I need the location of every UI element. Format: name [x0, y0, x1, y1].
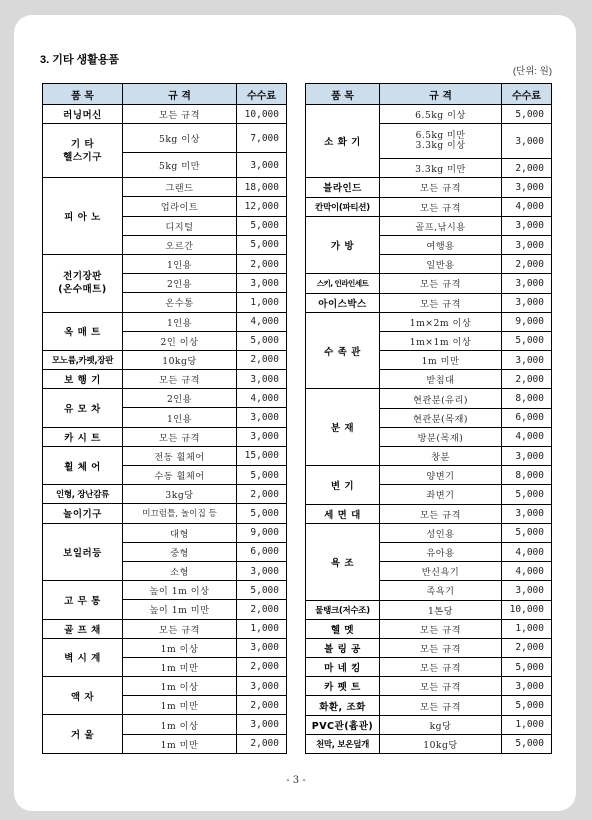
item-spec: 10kg당 — [123, 350, 237, 369]
item-spec: 모든 규격 — [380, 274, 502, 293]
item-fee: 2,000 — [237, 696, 287, 715]
table-header-row — [306, 84, 552, 105]
item-name: 세 면 대 — [306, 504, 380, 523]
table-row — [306, 216, 552, 235]
item-spec: 양변기 — [380, 466, 502, 485]
fee-table-right — [305, 83, 552, 754]
item-spec: 미끄럼틀, 놀이집 등 — [123, 504, 237, 523]
fee-table-left — [42, 83, 287, 754]
item-name: 소 화 기 — [306, 105, 380, 178]
item-fee: 3,000 — [502, 504, 552, 523]
item-name: 카 시 트 — [43, 427, 123, 446]
item-spec: kg당 — [380, 715, 502, 734]
table-row — [43, 124, 287, 153]
item-spec: 2인 이상 — [123, 331, 237, 350]
table-row — [306, 734, 552, 753]
item-fee: 10,000 — [502, 600, 552, 619]
item-spec: 10kg당 — [380, 734, 502, 753]
item-spec: 방분(목재) — [380, 427, 502, 446]
item-fee: 2,000 — [237, 485, 287, 504]
item-fee: 3,000 — [502, 124, 552, 159]
item-name: 옥 매 트 — [43, 312, 123, 350]
item-fee: 1,000 — [237, 293, 287, 312]
item-fee: 2,000 — [237, 657, 287, 676]
item-name: 칸막이(파티션) — [306, 197, 380, 216]
table-row — [306, 658, 552, 677]
item-fee: 1,000 — [502, 715, 552, 734]
item-spec: 6.5kg 이상 — [380, 105, 502, 124]
item-fee: 3,000 — [237, 638, 287, 657]
item-spec: 창분 — [380, 447, 502, 466]
item-spec: 모든 규격 — [380, 677, 502, 696]
item-fee: 2,000 — [237, 600, 287, 619]
item-fee: 3,000 — [502, 677, 552, 696]
header-fee: 수수료 — [237, 84, 287, 105]
item-name: 천막, 보온덮개 — [306, 734, 380, 753]
item-spec: 온수통 — [123, 293, 237, 312]
item-spec: 오르간 — [123, 235, 237, 254]
item-name: 물탱크(저수조) — [306, 600, 380, 619]
item-spec: 모든 규격 — [380, 696, 502, 715]
item-spec: 전동 휠체어 — [123, 446, 237, 465]
table-row — [306, 197, 552, 216]
item-fee: 2,000 — [237, 254, 287, 273]
item-name: 가 방 — [306, 216, 380, 274]
item-fee: 5,000 — [502, 734, 552, 753]
item-spec: 모든 규격 — [123, 619, 237, 638]
item-spec: 높이 1m 미만 — [123, 600, 237, 619]
item-spec: 소형 — [123, 561, 237, 580]
table-row — [306, 600, 552, 619]
table-row — [306, 619, 552, 638]
item-fee: 2,000 — [502, 370, 552, 389]
table-row — [43, 523, 287, 542]
item-fee: 3,000 — [502, 447, 552, 466]
header-spec: 규 격 — [123, 84, 237, 105]
item-fee: 4,000 — [502, 427, 552, 446]
item-name: 헬 멧 — [306, 619, 380, 638]
item-name: 보 행 기 — [43, 370, 123, 389]
table-row — [306, 677, 552, 696]
item-fee: 2,000 — [502, 255, 552, 274]
table-row — [306, 274, 552, 293]
item-spec: 족욕기 — [380, 581, 502, 600]
item-spec: 모든 규격 — [123, 370, 237, 389]
item-fee: 2,000 — [502, 159, 552, 178]
item-spec: 1m 미만 — [123, 657, 237, 676]
item-spec: 성인용 — [380, 523, 502, 542]
item-spec: 모든 규격 — [380, 658, 502, 677]
item-spec: 1m 미만 — [123, 696, 237, 715]
item-spec: 3.3kg 미만 — [380, 159, 502, 178]
table-row — [306, 312, 552, 331]
item-fee: 5,000 — [237, 466, 287, 485]
page-number: - 3 - — [286, 775, 306, 786]
table-row — [43, 427, 287, 446]
item-fee: 8,000 — [502, 389, 552, 408]
item-fee: 5,000 — [502, 485, 552, 504]
item-spec: 1m×2m 이상 — [380, 312, 502, 331]
table-row — [43, 677, 287, 696]
item-spec: 모든 규격 — [123, 427, 237, 446]
item-fee: 3,000 — [502, 581, 552, 600]
item-name: 놀이기구 — [43, 504, 123, 523]
item-name: 고 무 통 — [43, 581, 123, 619]
item-name: 인형, 장난감류 — [43, 485, 123, 504]
section-title: 3. 기타 생활용품 — [40, 54, 120, 66]
item-spec: 받침대 — [380, 370, 502, 389]
item-fee: 3,000 — [237, 408, 287, 427]
item-fee: 5,000 — [237, 235, 287, 254]
header-fee: 수수료 — [502, 84, 552, 105]
item-fee: 9,000 — [237, 523, 287, 542]
table-row — [43, 638, 287, 657]
table-row — [43, 312, 287, 331]
item-name: 스키, 인라인세트 — [306, 274, 380, 293]
item-fee: 3,000 — [237, 274, 287, 293]
item-fee: 3,000 — [502, 216, 552, 235]
item-spec: 1m 이상 — [123, 677, 237, 696]
item-name: 기 타 헬스기구 — [43, 124, 123, 178]
table-row — [43, 715, 287, 734]
item-spec: 유아용 — [380, 542, 502, 561]
item-spec: 1톤당 — [380, 600, 502, 619]
item-spec: 일반용 — [380, 255, 502, 274]
item-spec: 1m×1m 이상 — [380, 331, 502, 350]
item-spec: 모든 규격 — [380, 504, 502, 523]
item-name: 벽 시 계 — [43, 638, 123, 676]
item-fee: 6,000 — [502, 408, 552, 427]
table-row — [43, 178, 287, 197]
item-fee: 3,000 — [502, 178, 552, 197]
item-fee: 5,000 — [502, 331, 552, 350]
item-name: 액 자 — [43, 677, 123, 715]
item-fee: 6,000 — [237, 542, 287, 561]
item-fee: 10,000 — [237, 105, 287, 124]
item-spec: 1m 미만 — [123, 734, 237, 753]
item-spec: 1인용 — [123, 254, 237, 273]
item-spec: 모든 규격 — [380, 619, 502, 638]
item-fee: 12,000 — [237, 197, 287, 216]
item-name: 변 기 — [306, 466, 380, 504]
item-spec: 그랜드 — [123, 178, 237, 197]
item-spec: 1m 미만 — [380, 351, 502, 370]
item-spec: 수동 휠체어 — [123, 466, 237, 485]
item-fee: 4,000 — [502, 197, 552, 216]
item-fee: 3,000 — [502, 274, 552, 293]
item-name: 볼 링 공 — [306, 638, 380, 657]
table-row — [43, 504, 287, 523]
header-spec: 규 격 — [380, 84, 502, 105]
item-fee: 3,000 — [237, 677, 287, 696]
item-spec: 1m 이상 — [123, 638, 237, 657]
item-spec: 여행용 — [380, 235, 502, 254]
item-name: 유 모 차 — [43, 389, 123, 427]
item-name: 거 울 — [43, 715, 123, 753]
item-fee: 8,000 — [502, 466, 552, 485]
item-spec: 좌변기 — [380, 485, 502, 504]
table-row — [306, 523, 552, 542]
item-fee: 3,000 — [237, 715, 287, 734]
item-fee: 3,000 — [237, 370, 287, 389]
item-name: PVC관(흄관) — [306, 715, 380, 734]
item-name: 피 아 노 — [43, 178, 123, 255]
item-spec: 업라이트 — [123, 197, 237, 216]
item-fee: 5,000 — [237, 216, 287, 235]
item-name: 전기장판 (온수매트) — [43, 254, 123, 312]
item-fee: 3,000 — [502, 293, 552, 312]
table-row — [306, 638, 552, 657]
table-row — [43, 370, 287, 389]
item-fee: 7,000 — [237, 124, 287, 153]
item-name: 러닝머신 — [43, 105, 123, 124]
table-row — [306, 715, 552, 734]
table-row — [43, 389, 287, 408]
item-fee: 3,000 — [237, 153, 287, 178]
table-row — [43, 254, 287, 273]
item-fee: 5,000 — [237, 331, 287, 350]
table-row — [306, 178, 552, 197]
item-name: 욕 조 — [306, 523, 380, 600]
item-fee: 15,000 — [237, 446, 287, 465]
item-spec: 2인용 — [123, 389, 237, 408]
item-fee: 1,000 — [502, 619, 552, 638]
unit-note: (단위: 원) — [512, 66, 552, 77]
item-fee: 5,000 — [237, 504, 287, 523]
table-row — [43, 105, 287, 124]
item-fee: 5,000 — [502, 696, 552, 715]
item-spec: 모든 규격 — [380, 197, 502, 216]
item-fee: 9,000 — [502, 312, 552, 331]
table-row — [43, 581, 287, 600]
item-spec: 현관분(목재) — [380, 408, 502, 427]
item-name: 분 재 — [306, 389, 380, 466]
item-spec: 1인용 — [123, 312, 237, 331]
item-spec: 모든 규격 — [380, 178, 502, 197]
table-row — [306, 389, 552, 408]
item-spec: 모든 규격 — [380, 293, 502, 312]
item-spec: 모든 규격 — [123, 105, 237, 124]
item-spec: 6.5kg 미만 3.3kg 이상 — [380, 124, 502, 159]
item-spec: 현관분(유리) — [380, 389, 502, 408]
item-spec: 3kg당 — [123, 485, 237, 504]
item-fee: 3,000 — [502, 235, 552, 254]
item-fee: 3,000 — [237, 427, 287, 446]
table-row — [43, 350, 287, 369]
item-fee: 18,000 — [237, 178, 287, 197]
item-fee: 5,000 — [502, 105, 552, 124]
item-fee: 4,000 — [502, 542, 552, 561]
table-row — [306, 696, 552, 715]
item-fee: 3,000 — [502, 351, 552, 370]
header-item: 품 목 — [43, 84, 123, 105]
item-spec: 중형 — [123, 542, 237, 561]
table-row — [43, 485, 287, 504]
item-spec: 5kg 이상 — [123, 124, 237, 153]
item-fee: 5,000 — [502, 658, 552, 677]
item-name: 마 네 킹 — [306, 658, 380, 677]
item-name: 화환, 조화 — [306, 696, 380, 715]
item-fee: 2,000 — [237, 350, 287, 369]
item-fee: 5,000 — [237, 581, 287, 600]
item-name: 카 펫 트 — [306, 677, 380, 696]
item-name: 휠 체 어 — [43, 446, 123, 484]
item-name: 모노륨,카펫,장판 — [43, 350, 123, 369]
table-row — [306, 105, 552, 124]
table-row — [43, 619, 287, 638]
item-fee: 4,000 — [237, 312, 287, 331]
item-name: 보일러등 — [43, 523, 123, 581]
item-spec: 1인용 — [123, 408, 237, 427]
item-fee: 4,000 — [502, 562, 552, 581]
item-spec: 골프,낚시용 — [380, 216, 502, 235]
item-name: 블라인드 — [306, 178, 380, 197]
item-spec: 1m 이상 — [123, 715, 237, 734]
item-name: 수 족 관 — [306, 312, 380, 389]
item-fee: 3,000 — [237, 561, 287, 580]
item-name: 골 프 채 — [43, 619, 123, 638]
table-row — [306, 466, 552, 485]
item-spec: 2인용 — [123, 274, 237, 293]
item-spec: 반신욕기 — [380, 562, 502, 581]
table-row — [306, 293, 552, 312]
item-name: 아이스박스 — [306, 293, 380, 312]
item-fee: 2,000 — [237, 734, 287, 753]
header-item: 품 목 — [306, 84, 380, 105]
item-fee: 1,000 — [237, 619, 287, 638]
item-spec: 높이 1m 이상 — [123, 581, 237, 600]
item-fee: 5,000 — [502, 523, 552, 542]
item-fee: 2,000 — [502, 638, 552, 657]
item-spec: 대형 — [123, 523, 237, 542]
item-spec: 모든 규격 — [380, 638, 502, 657]
table-header-row — [43, 84, 287, 105]
item-spec: 5kg 미만 — [123, 153, 237, 178]
item-spec: 디지털 — [123, 216, 237, 235]
item-fee: 4,000 — [237, 389, 287, 408]
table-row — [43, 446, 287, 465]
table-row — [306, 504, 552, 523]
